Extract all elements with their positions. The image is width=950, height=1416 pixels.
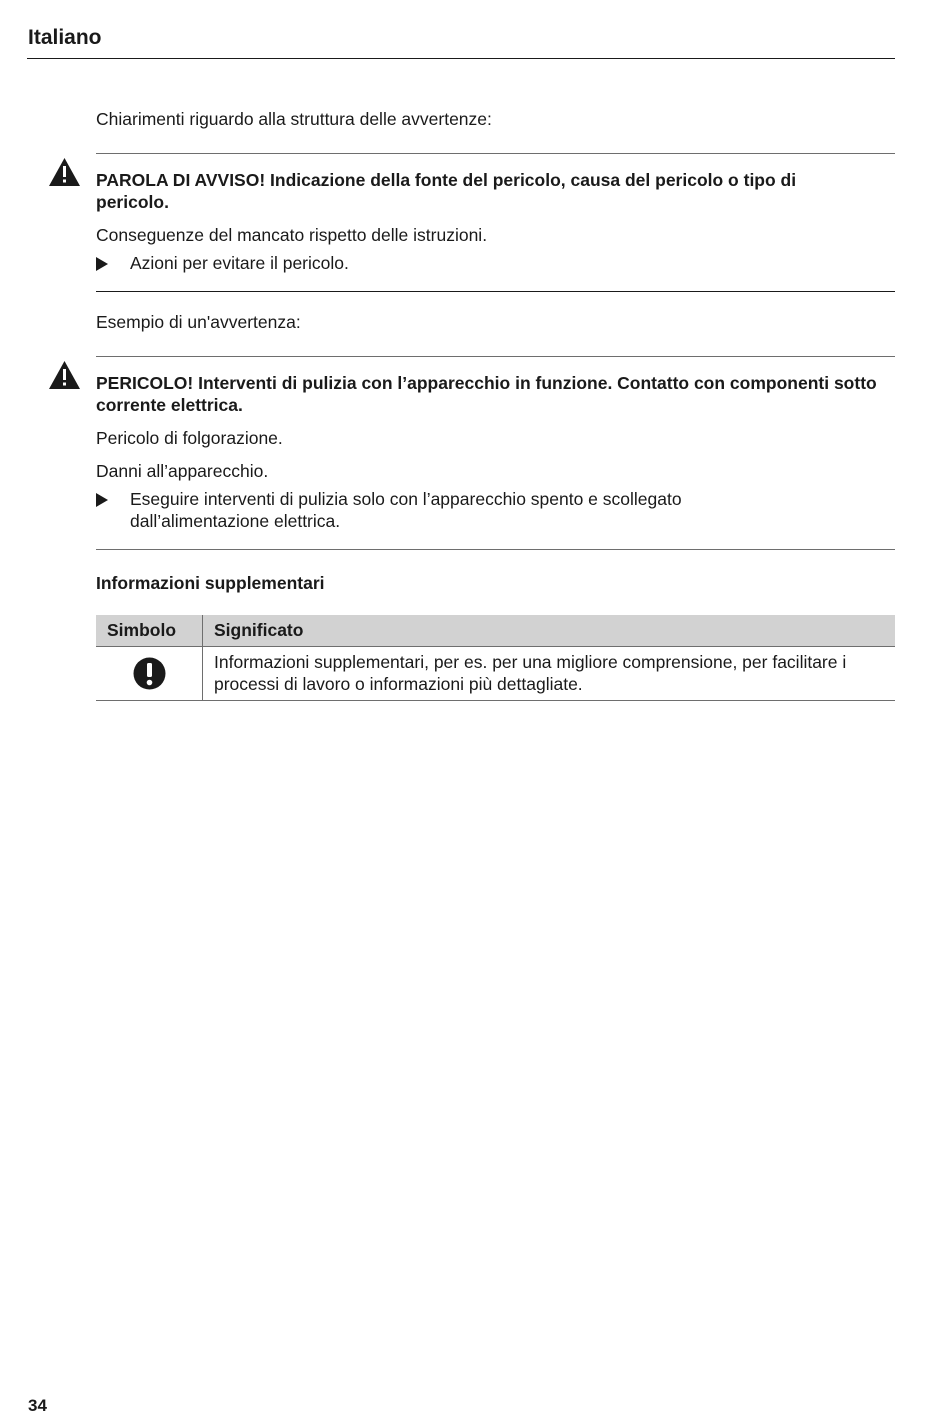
symbol-cell (96, 647, 203, 701)
warning-signal-line: PAROLA DI AVVISO! Indicazione della fonte del pericolo, causa del pericolo o tipo di pericolo. (96, 170, 797, 212)
table-row (96, 647, 895, 701)
supplementary-table (96, 615, 895, 701)
action-arrow-icon (96, 493, 108, 507)
page-header-title: Italiano (28, 26, 102, 49)
intro-text: Chiarimenti riguardo alla struttura delle avvertenze: (96, 109, 492, 129)
table-header-row (96, 615, 895, 647)
action-arrow-icon (96, 257, 108, 271)
example-label: Esempio di un'avvertenza: (96, 312, 301, 332)
divider (96, 153, 895, 154)
example-action: Eseguire interventi di pulizia solo con l’apparecchio spento e scollegato dall’alimentazione elettrica. (130, 489, 682, 531)
meaning-cell: Informazioni supplementari, per es. per una migliore comprensione, per facilitare i processi di lavoro o informazioni più dettagliate. (203, 647, 896, 701)
example-consequence-1: Pericolo di folgorazione. (96, 428, 283, 448)
column-header-meaning: Significato (203, 615, 896, 647)
header-rule (27, 58, 895, 59)
divider (96, 549, 895, 550)
divider (96, 291, 895, 292)
exclamation-circle-icon (133, 657, 166, 690)
column-header-symbol: Simbolo (96, 615, 203, 647)
warning-triangle-icon (48, 157, 81, 187)
example-signal-line: PERICOLO! Interventi di pulizia con l’apparecchio in funzione. Contatto con componenti sotto corrente elettrica. (96, 373, 877, 415)
supplementary-heading: Informazioni supplementari (96, 573, 325, 593)
divider (96, 356, 895, 357)
warning-consequence: Conseguenze del mancato rispetto delle istruzioni. (96, 225, 488, 245)
example-consequence-2: Danni all’apparecchio. (96, 461, 269, 481)
page-number: 34 (28, 1396, 47, 1415)
warning-triangle-icon (48, 360, 81, 390)
warning-action: Azioni per evitare il pericolo. (130, 253, 349, 273)
